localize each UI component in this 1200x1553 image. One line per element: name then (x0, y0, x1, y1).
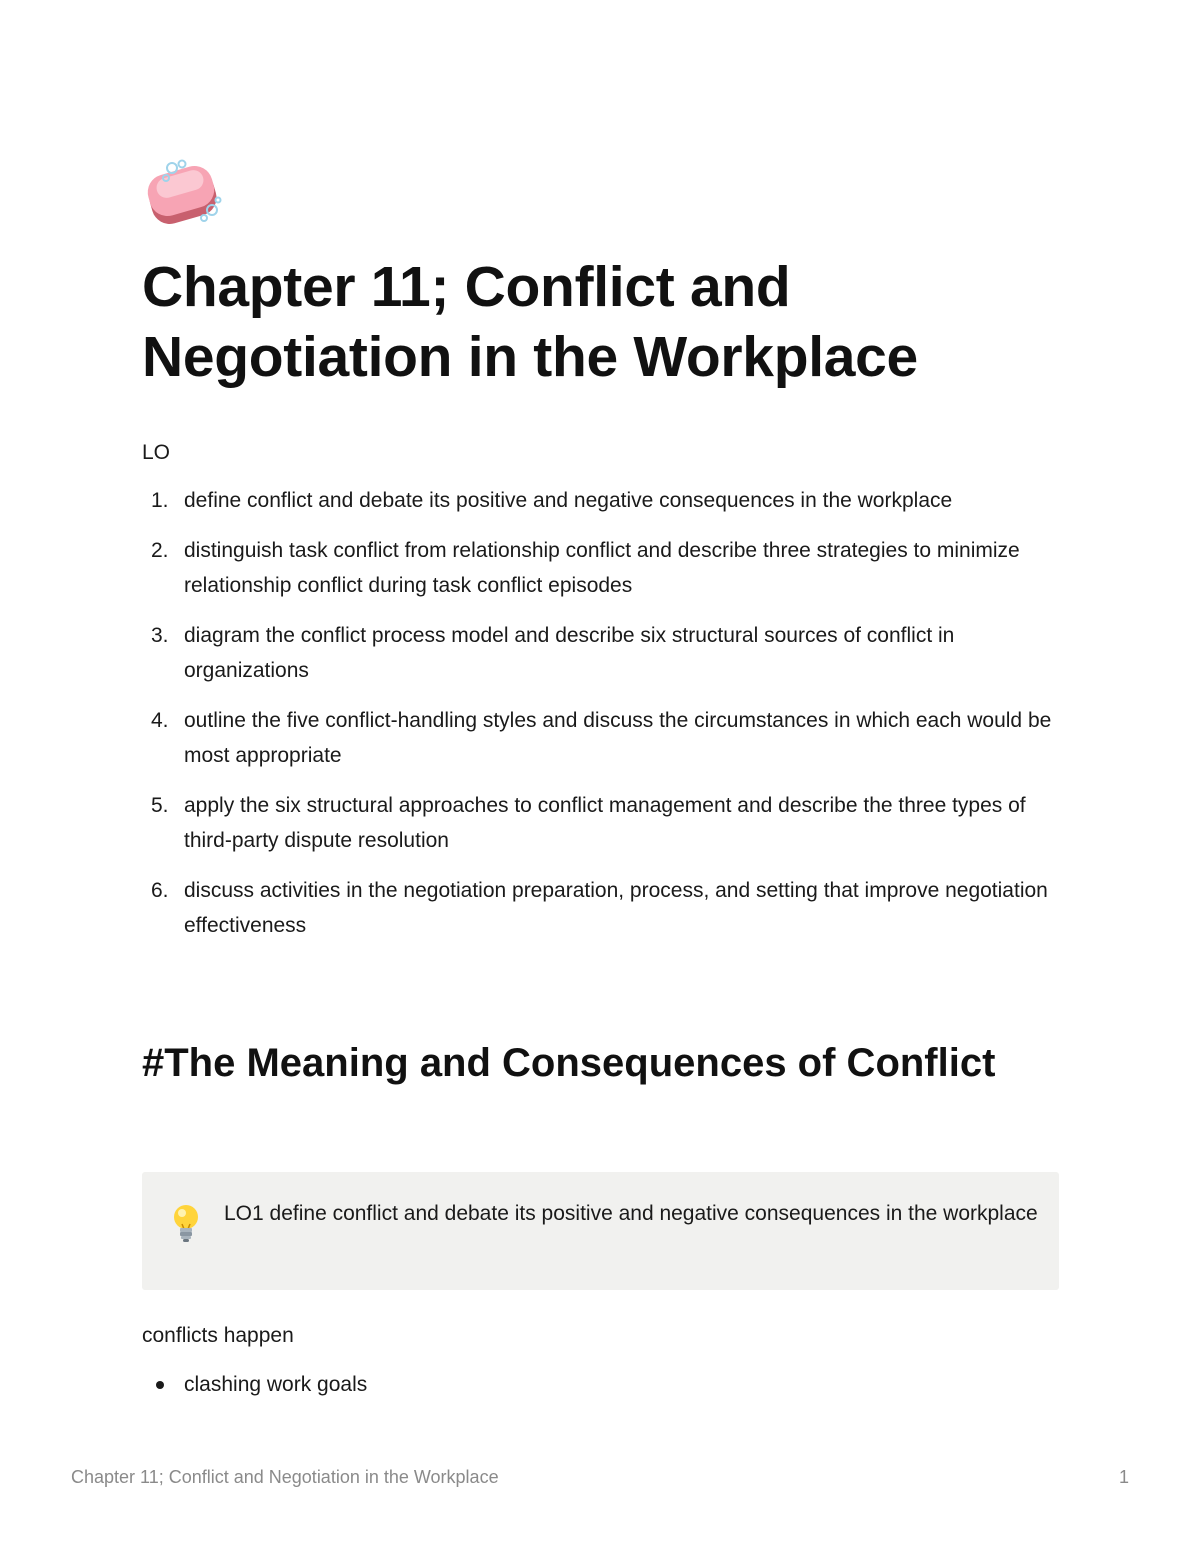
list-item (142, 483, 1062, 518)
bullet-list (142, 1367, 1042, 1402)
list-item-text: clashing work goals (184, 1373, 368, 1396)
list-item-number: 3. (151, 624, 169, 647)
list-item-number: 4. (151, 709, 169, 732)
list-item-number: 6. (151, 879, 169, 902)
page-title: Chapter 11; Conflict and Negotiation in the Workplace (142, 255, 918, 389)
bullet-dot (156, 1381, 164, 1389)
list-item (142, 618, 1062, 688)
section-heading: #The Meaning and Consequences of Conflict (142, 1041, 996, 1085)
list-item-number: 2. (151, 539, 169, 562)
list-item-number: 5. (151, 794, 169, 817)
list-item (142, 788, 1062, 858)
list-item (142, 533, 1062, 603)
soap-bar-icon (142, 158, 228, 230)
lo-label: LO (142, 441, 171, 464)
list-item (142, 703, 1062, 773)
list-item-text: distinguish task conflict from relationship conflict and describe three strategies to minimize relationship conflict during task conflict episodes (184, 539, 1020, 597)
page-number: 1 (1118, 1467, 1129, 1487)
list-item (142, 873, 1062, 943)
learning-objectives-list (142, 483, 1062, 958)
callout-text: LO1 define conflict and debate its positive and negative consequences in the workplace (224, 1202, 1038, 1225)
list-item (142, 1367, 1042, 1402)
list-item-number: 1. (151, 489, 169, 512)
footer-title: Chapter 11; Conflict and Negotiation in the Workplace (71, 1467, 499, 1487)
list-item-text: discuss activities in the negotiation preparation, process, and setting that improve negotiation effectiveness (184, 879, 1048, 937)
list-item-text: diagram the conflict process model and describe six structural sources of conflict in organizations (184, 624, 955, 682)
paragraph-text: conflicts happen (142, 1324, 294, 1347)
lightbulb-icon (170, 1202, 202, 1246)
list-item-text: define conflict and debate its positive and negative consequences in the workplace (184, 489, 953, 512)
callout-box (142, 1172, 1059, 1290)
list-item-text: apply the six structural approaches to conflict management and describe the three types of third-party dispute resolution (184, 794, 1026, 852)
list-item-text: outline the five conflict-handling styles and discuss the circumstances in which each would be most appropriate (184, 709, 1052, 767)
